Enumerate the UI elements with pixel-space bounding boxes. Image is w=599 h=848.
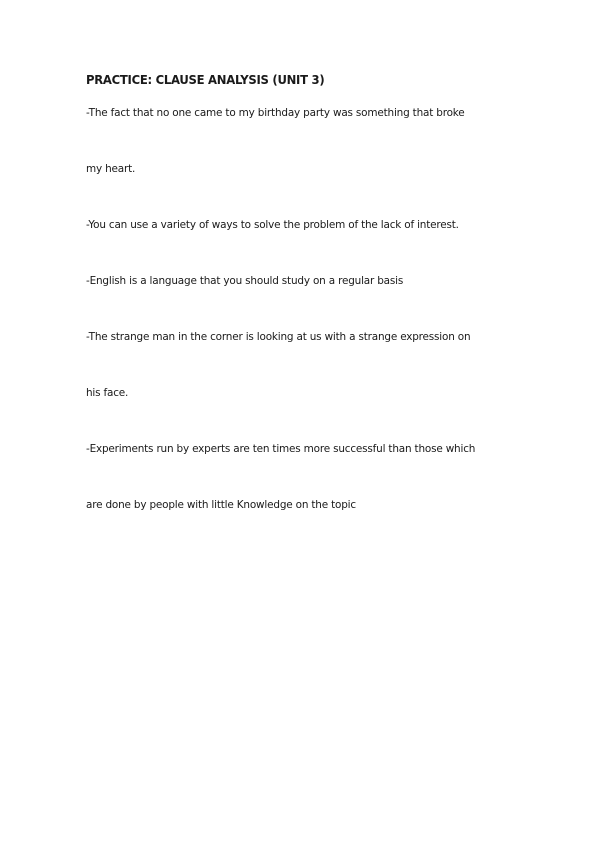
sentence-4-line-1: -The strange man in the corner is looking at us with a strange expression on xyxy=(86,330,471,343)
sentence-1-line-2: my heart. xyxy=(86,162,136,175)
page-title: PRACTICE: CLAUSE ANALYSIS (UNIT 3) xyxy=(86,72,325,87)
sentence-4-line-2: his face. xyxy=(86,386,129,399)
sentence-5-line-2: are done by people with little Knowledge on the topic xyxy=(86,498,356,511)
sentence-5-line-1: -Experiments run by experts are ten times more successful than those which xyxy=(86,442,476,455)
sentence-3: -English is a language that you should study on a regular basis xyxy=(86,274,404,287)
sentence-1-line-1: -The fact that no one came to my birthday party was something that broke xyxy=(86,106,465,119)
sentence-2: -You can use a variety of ways to solve the problem of the lack of interest. xyxy=(86,218,459,231)
